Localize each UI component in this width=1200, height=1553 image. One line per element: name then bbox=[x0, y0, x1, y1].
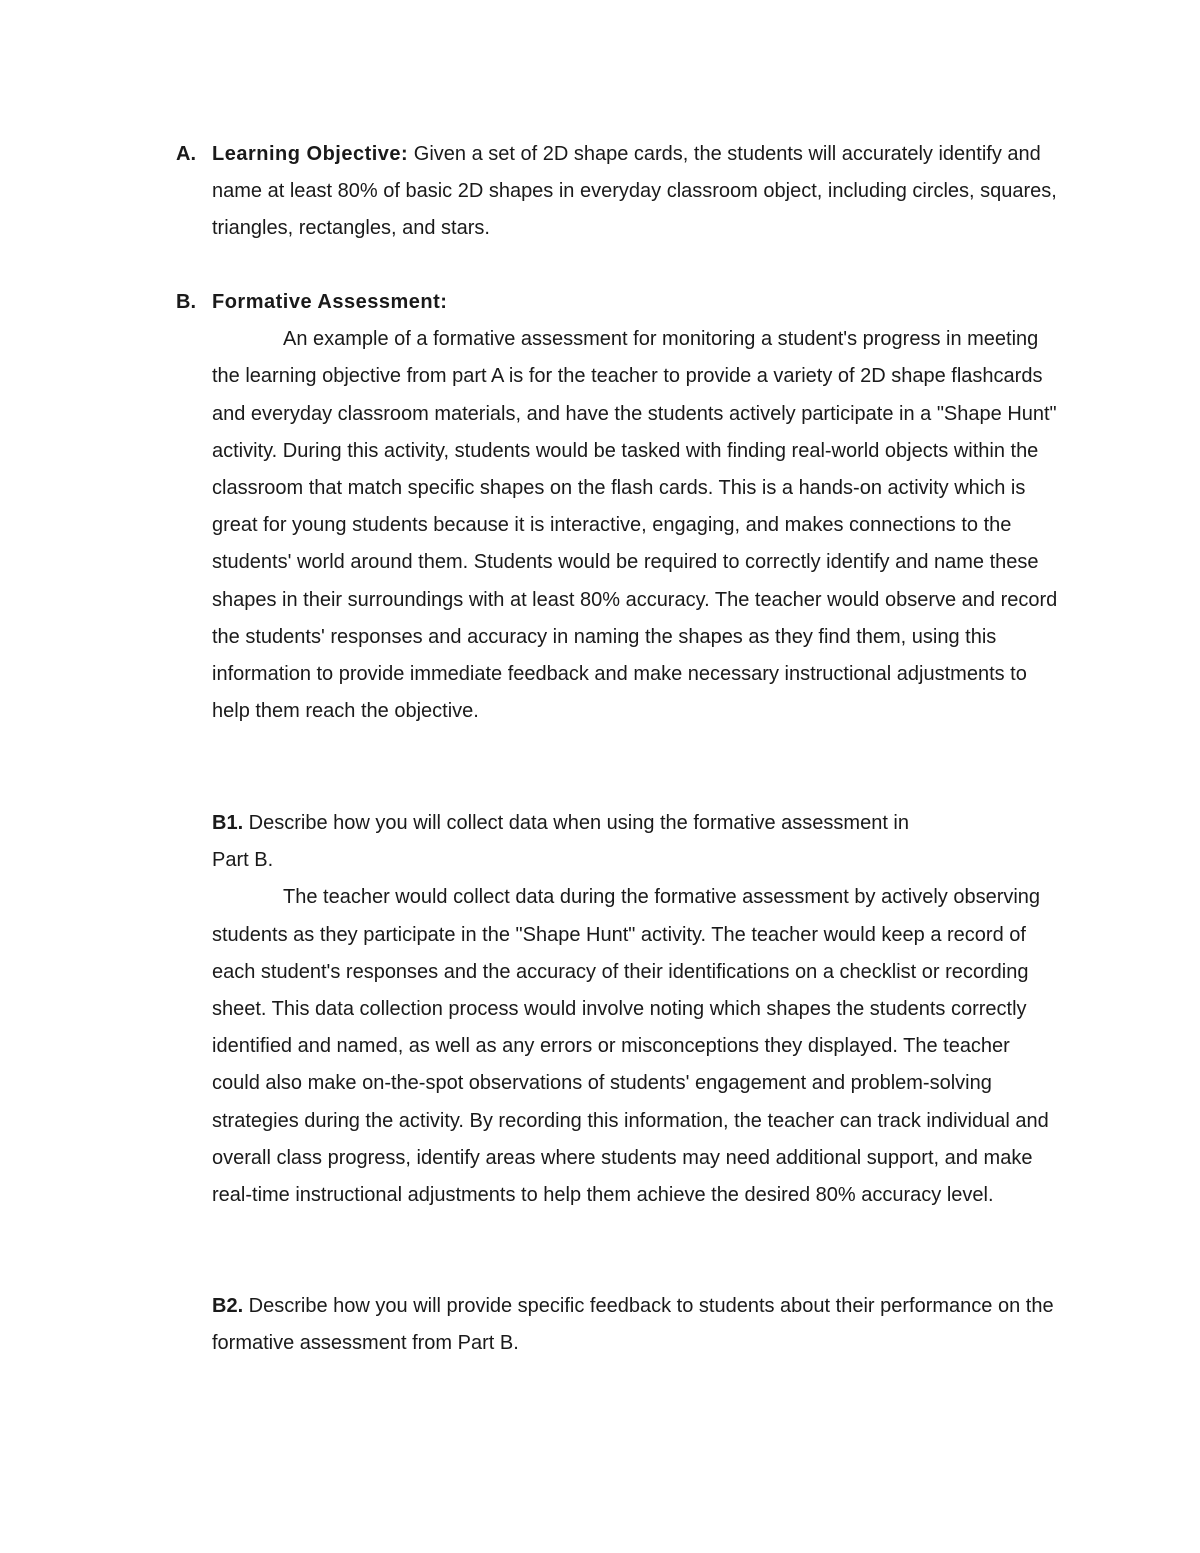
b2-prompt bbox=[212, 1288, 1062, 1362]
b2-prompt-text: Describe how you will provide specific feedback to students about their performance on the formative assessment from Part B. bbox=[212, 1295, 1054, 1355]
section-b1 bbox=[176, 805, 1066, 1214]
section-b-body bbox=[212, 284, 1062, 730]
b1-label: B1. bbox=[212, 812, 244, 834]
b1-prompt bbox=[212, 805, 1062, 842]
learning-objective-text bbox=[212, 136, 1062, 248]
formative-assessment-paragraph: An example of a formative assessment for monitoring a student's progress in meeting the learning objective from part A is for the teacher to provide a variety of 2D shape flashcards and everyday classroom materials, and have the students actively participate in a "Shape Hunt" activity. During this activity, students would be tasked with finding real-world objects within the classroom that match specific shapes on the flash cards. This is a hands-on activity which is great for young students because it is interactive, engaging, and makes connections to the students' world around them. Students would be required to correctly identify and name these shapes in their surroundings with at least 80% accuracy. The teacher would observe and record the students' responses and accuracy in naming the shapes as they find them, using this information to provide immediate feedback and make necessary instructional adjustments to help them reach the objective. bbox=[212, 328, 1058, 723]
section-b2 bbox=[176, 1288, 1066, 1362]
learning-objective-description: Given a set of 2D shape cards, the students will accurately identify and name at least 80% of basic 2D shapes in everyday classroom object, including circles, squares, triangles, rectangles, and stars. bbox=[212, 143, 1057, 240]
section-a-body bbox=[212, 136, 1062, 248]
b1-prompt-line1: Describe how you will collect data when using the formative assessment in bbox=[243, 812, 909, 834]
section-b2-body bbox=[212, 1288, 1062, 1362]
b1-prompt-line2: Part B. bbox=[212, 849, 274, 872]
formative-assessment-label: Formative Assessment: bbox=[212, 291, 448, 313]
formative-assessment-heading bbox=[212, 284, 1062, 321]
learning-objective-label: Learning Objective: bbox=[212, 143, 409, 165]
section-b-marker: B. bbox=[176, 291, 196, 313]
section-b bbox=[176, 284, 1066, 730]
section-a-marker: A. bbox=[176, 143, 196, 165]
section-a bbox=[176, 136, 1066, 248]
b1-paragraph: The teacher would collect data during the formative assessment by actively observing students as they participate in the "Shape Hunt" activity. The teacher would keep a record of each student's responses and the accuracy of their identifications on a checklist or recording sheet. This data collection process would involve noting which shapes the students correctly identified and named, as well as any errors or misconceptions they displayed. The teacher could also make on-the-spot observations of students' engagement and problem-solving strategies during the activity. By recording this information, the teacher can track individual and overall class progress, identify areas where students may need additional support, and make real-time instructional adjustments to help them achieve the desired 80% accuracy level. bbox=[212, 886, 1049, 1207]
section-b1-body bbox=[212, 805, 1062, 1214]
b2-label: B2. bbox=[212, 1295, 244, 1317]
